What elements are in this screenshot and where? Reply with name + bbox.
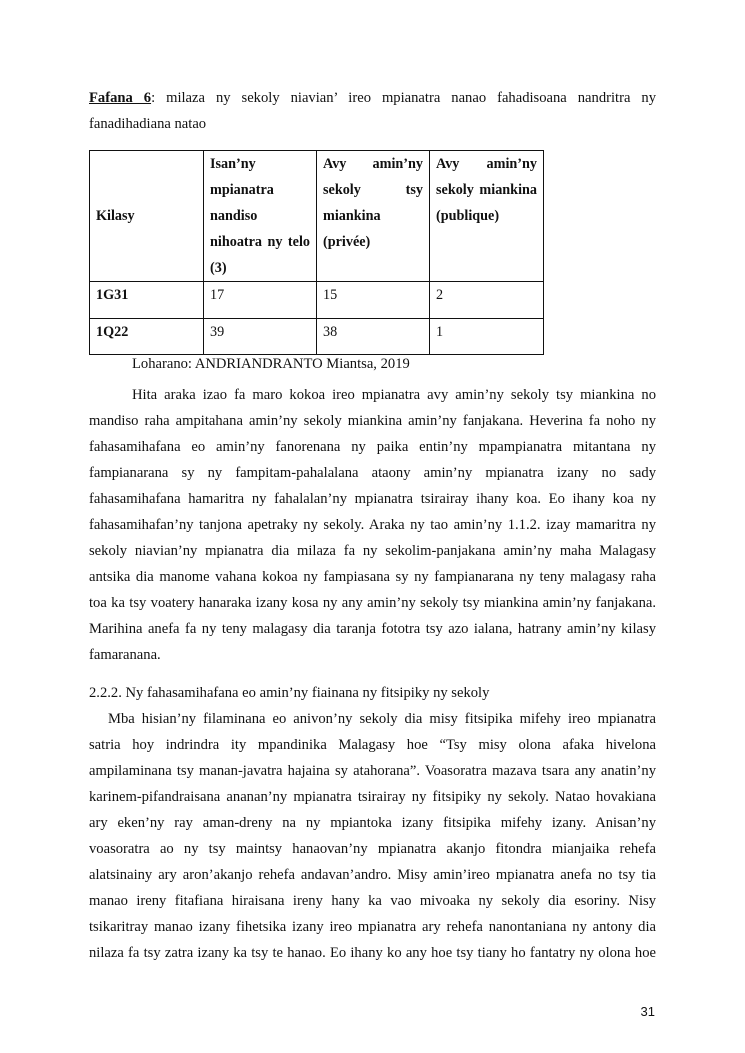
cell-class: 1G31: [90, 282, 204, 319]
cell-count: 17: [204, 282, 317, 319]
cell-private: 15: [317, 282, 430, 319]
section-heading: 2.2.2. Ny fahasamihafana eo amin’ny fiainana ny fitsipiky ny sekoly: [89, 685, 490, 701]
paragraph-line: ary eken’ny ray aman-dreny na ny mpiantoka izany fitsipika mifehy izany. Anisan’ny: [89, 815, 656, 831]
caption-label: Fafana 6: [89, 90, 152, 106]
paragraph-line: nilaza fa tsy zatra izany ka tsy te hanao. Eo ihany ko any hoe tsy tiany ho fantatry ny olona hoe: [89, 945, 656, 961]
paragraph-line: manao ireny fitafiana hiraisana ireny hany ka vao mivoaka ny sekoly dia esoriny. Nisy: [89, 893, 656, 909]
paragraph-line: satria hoy indrindra ity mpandinika Malagasy hoe “Tsy misy olona afaka hivelona: [89, 737, 656, 753]
header-count: Isan’ny mpianatra nandiso nihoatra ny telo (3): [204, 151, 317, 282]
paragraph-line: Hita araka izao fa maro kokoa ireo mpianatra avy amin’ny sekoly tsy miankina no: [132, 387, 656, 403]
paragraph-line: sekoly niavian’ny mpianatra dia milaza fa ny sekolim-panjakana amin’ny maha Malagasy: [89, 543, 656, 559]
table-source: Loharano: ANDRIANDRANTO Miantsa, 2019: [132, 356, 410, 372]
paragraph-line: fahasamihafan’ny tanjona apetraky ny sekoly. Araka ny tao amin’ny 1.1.2. izay mamaritra ny: [89, 517, 656, 533]
paragraph-line: antsika dia manome vahana kokoa ny fampiasana sy ny fampianarana ny teny malagasy raha: [89, 569, 656, 585]
table-row: [90, 282, 544, 319]
paragraph-line: fahasamihafana eo amin’ny fanorenana ny paika entin’ny mpampianatra mitantana ny: [89, 439, 656, 455]
data-table: [89, 150, 544, 355]
paragraph-line: mandiso raha ampitahana amin’ny sekoly miankina amin’ny fanjakana. Heverina fa noho ny: [89, 413, 656, 429]
table-caption: [89, 89, 656, 107]
paragraph-line: Marihina anefa fa ny teny malagasy dia taranja fototra tsy azo ialana, hatrany amin’ny kilasy: [89, 621, 656, 637]
page-number: 31: [640, 1004, 655, 1019]
cell-public: 1: [430, 319, 544, 355]
paragraph-line: tsikaritray manao izany fihetsika izany ireo mpianatra ary rehefa nanontaniana ny antony dia: [89, 919, 656, 935]
cell-count: 39: [204, 319, 317, 355]
header-private: Avy amin’ny sekoly tsy miankina (privée): [317, 151, 430, 282]
paragraph-line: voasoratra ao ny tsy maintsy hanaovan’ny mpianatra akanjo fitondra mianjaika rehefa: [89, 841, 656, 857]
cell-private: 38: [317, 319, 430, 355]
table-header-row: [90, 151, 544, 282]
table-row: [90, 319, 544, 355]
caption-text-line2: fanadihadiana natao: [89, 116, 207, 132]
paragraph-line: ampilaminana tsy manan-javatra hajaina sy atahorana”. Voasoratra mazava tsara any anatin’ny: [89, 763, 656, 779]
paragraph-line: fahasamihafana hamaritra ny fahalalan’ny mpianatra tsirairay ihany koa. Eo ihany koa ny: [89, 491, 656, 507]
cell-public: 2: [430, 282, 544, 319]
paragraph-line: toa ka tsy voatery hanaraka izany kosa ny any amin’ny sekoly tsy miankina amin’ny fanjakana.: [89, 595, 656, 611]
paragraph-line: karinem-pifandraisana ananan’ny mpianatra tsirairay ny fitsipiky ny sekoly. Natao hovakiana: [89, 789, 656, 805]
paragraph-line: famaranana.: [89, 647, 161, 663]
header-public: Avy amin’ny sekoly miankina (publique): [430, 151, 544, 282]
caption-text: : milaza ny sekoly niavian’ ireo mpianatra nanao fahadisoana nandritra ny: [151, 90, 656, 106]
cell-class: 1Q22: [90, 319, 204, 355]
paragraph-line: Mba hisian’ny filaminana eo anivon’ny sekoly dia misy fitsipika mifehy ireo mpianatra: [108, 711, 656, 727]
paragraph-line: fampianarana sy ny fampitam-pahalalana ataony amin’ny mpianatra izany no sady: [89, 465, 656, 481]
header-kilasy: Kilasy: [90, 151, 204, 282]
paragraph-line: alatsinainy ary aron’akanjo rehefa andavan’andro. Misy amin’ireo mpianatra anefa no tsy tia: [89, 867, 656, 883]
